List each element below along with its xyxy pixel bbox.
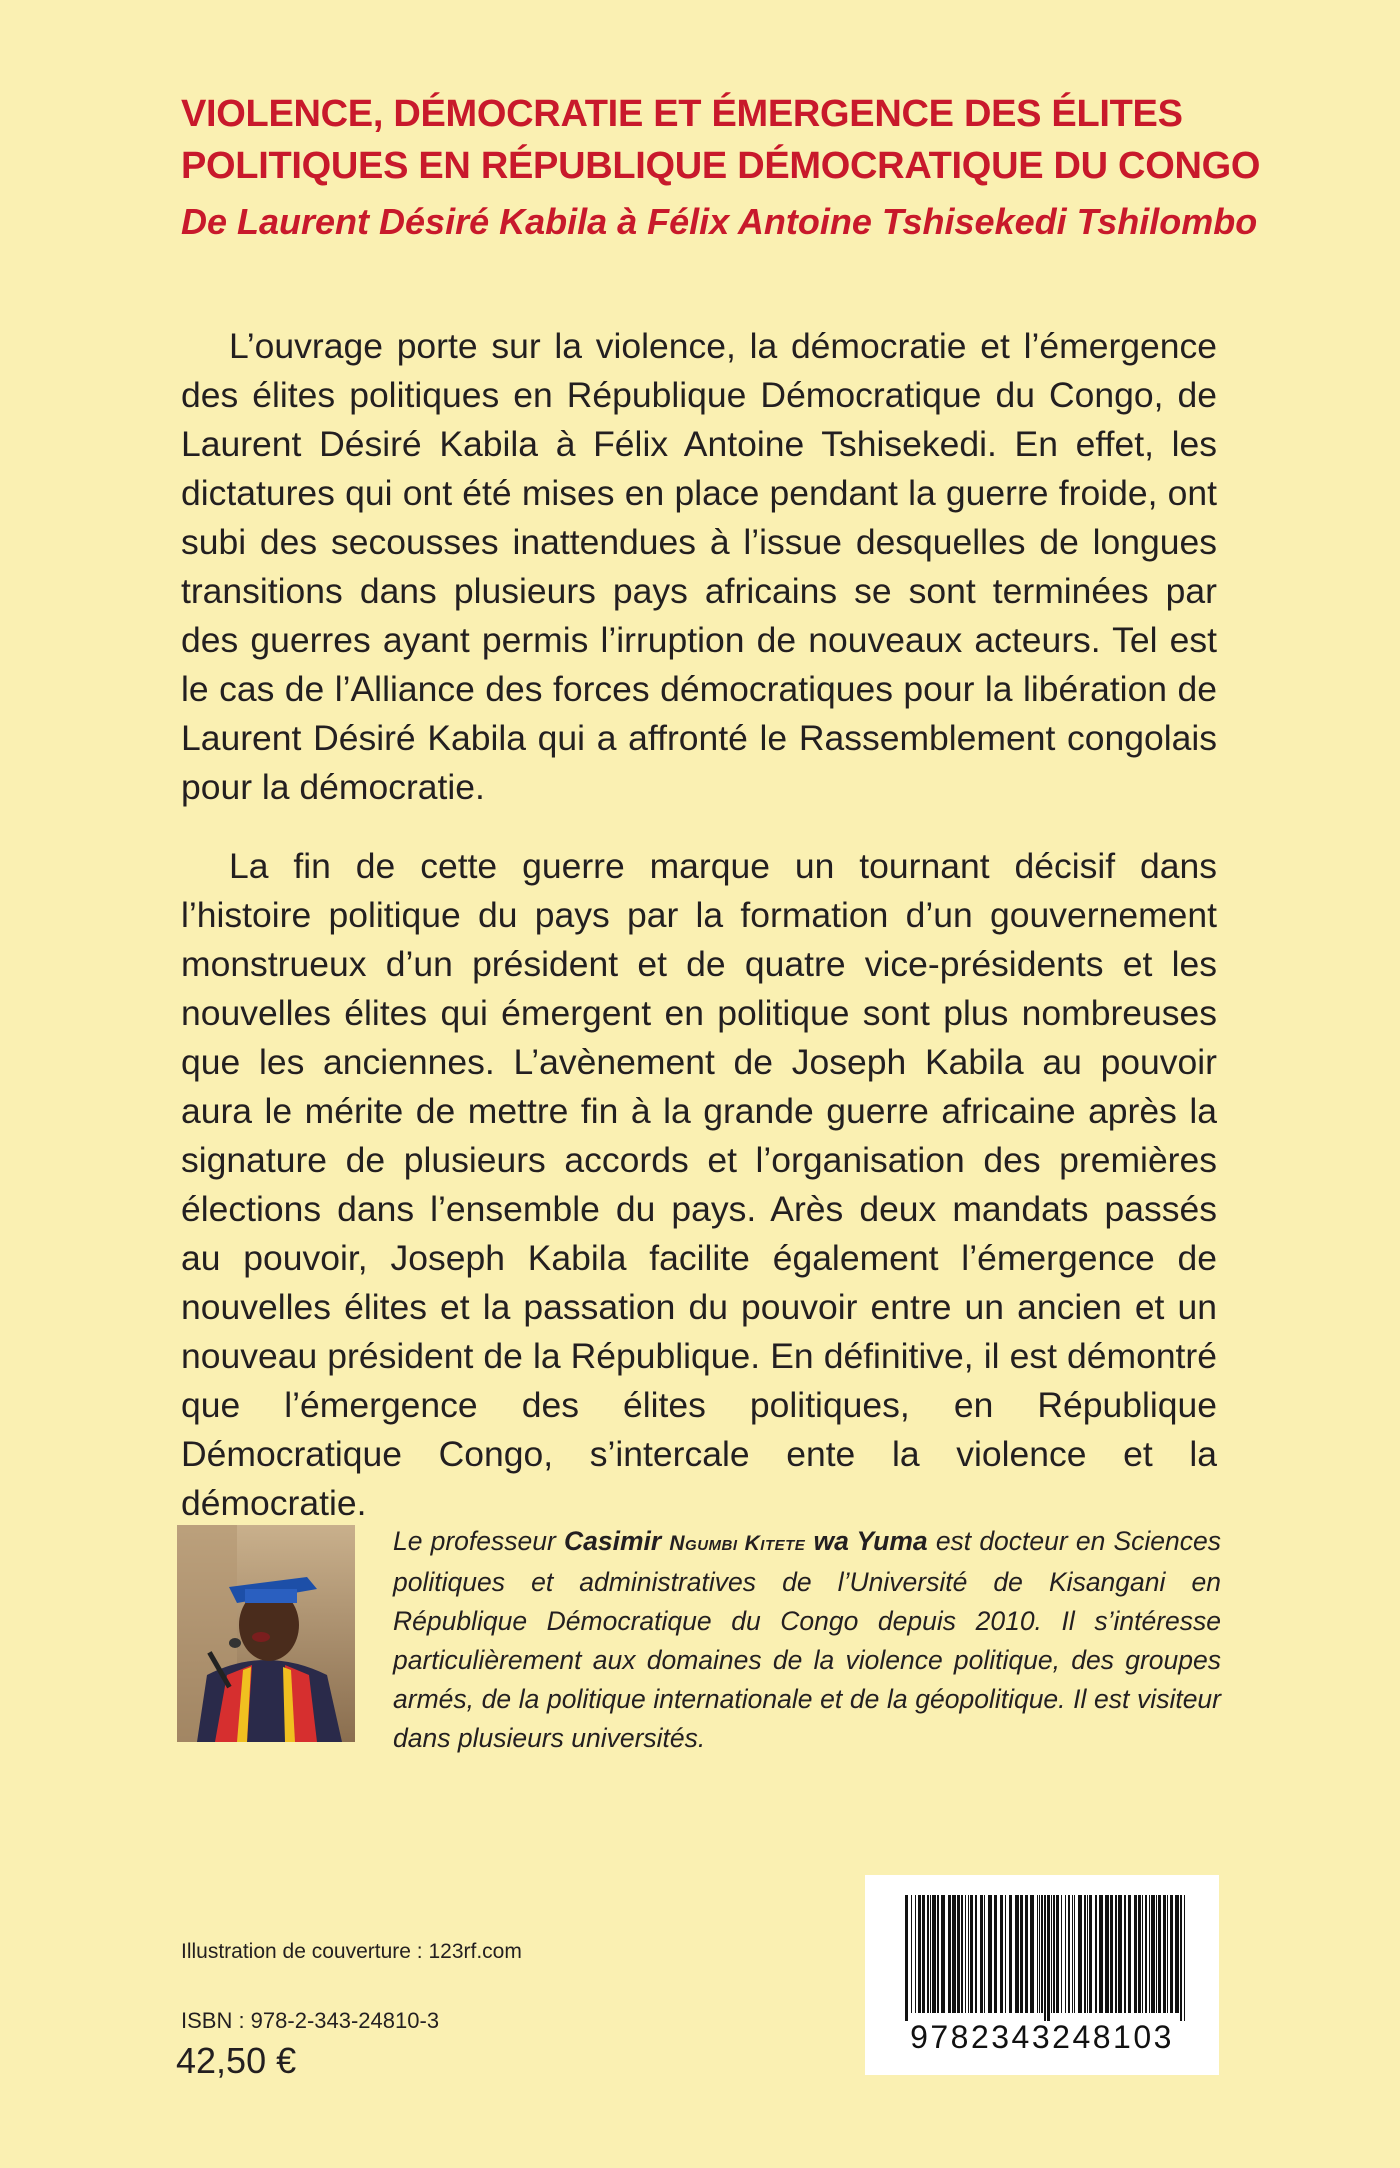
barcode-bar-27 [1025,1895,1028,2013]
barcode-bar-21 [994,1895,997,2013]
barcode-digits: 9782343248103 [910,2019,1174,2055]
author-name [564,1526,928,1556]
barcode-bar-34 [1051,1895,1052,2013]
author-photo [177,1525,355,1742]
barcode-bar-47 [1099,1895,1103,2013]
barcode-bar-24 [1009,1895,1012,2013]
barcode-bar-58 [1149,1895,1150,2013]
isbn-label: ISBN : 978-2-343-24810-3 [181,2008,440,2033]
barcode-bar-15 [968,1895,969,2013]
barcode-bar-57 [1145,1895,1147,2013]
barcode-bar-64 [1170,1895,1173,2013]
barcode-bar-35 [1053,1895,1055,2013]
barcode-bar-49 [1110,1895,1113,2013]
barcode-bar-44 [1087,1895,1088,2013]
barcode-bar-6 [930,1895,931,2013]
book-title-line1: VIOLENCE, DÉMOCRATIE ET ÉMERGENCE DES ÉLITES [181,93,1183,135]
barcode-bar-67 [1184,1895,1185,2021]
author-first-name: Casimir [563,1526,670,1556]
barcode-bar-30 [1039,1895,1040,2013]
barcode-bar-17 [975,1895,977,2013]
barcode-bar-52 [1124,1895,1126,2013]
book-summary [181,322,1217,1558]
barcode-bar-45 [1089,1895,1092,2013]
barcode-bar-55 [1138,1895,1141,2013]
barcode-bar-50 [1115,1895,1117,2013]
barcode-bar-56 [1142,1895,1143,2013]
author-name-suffix: wa Yuma [805,1526,928,1556]
author-bio-prefix: Le professeur [393,1526,564,1556]
barcode-bar-28 [1030,1895,1034,2013]
barcode-bar-32 [1044,1895,1046,2021]
barcode-bar-29 [1037,1895,1038,2013]
summary-paragraph-2: La fin de cette guerre marque un tournant décisif dans l’histoire politique du pays par la formation d’un gouvernement monstrueux d’un président et de quatre vice-présidents et les nouvelles élites qui émergent en politique sont plus nombreuses que les anciennes. L’avènement de Joseph Kabila au pouvoir aura le mérite de mettre fin à la grande guerre africaine après la signature de plusieurs accords et l’organisation des premières élections dans l’ensemble du pays. Arès deux mandats passés au pouvoir, Joseph Kabila facilite également l’émergence de nouvelles élites et la passation du pouvoir entre un ancien et un nouveau président de la République. En définitive, il est démontré que l’émergence des élites politiques, en République Démocratique Congo, s’intercale ente la violence et la démocratie. [181,846,1217,1523]
barcode-bar-22 [1000,1895,1003,2013]
barcode-bar-48 [1105,1895,1109,2013]
barcode-bar-65 [1175,1895,1179,2013]
barcode-bar-59 [1151,1895,1155,2013]
price-label: 42,50 € [176,2040,297,2081]
barcode-bar-43 [1084,1895,1086,2013]
barcode-bar-33 [1047,1895,1050,2021]
barcode-bar-1 [911,1895,912,2013]
barcode-bar-40 [1072,1895,1073,2013]
barcode-bar-37 [1061,1895,1062,2013]
summary-paragraph-1: L’ouvrage porte sur la violence, la démocratie et l’émergence des élites politiques en République Démocratique du Congo, de Laurent Désiré Kabila à Félix Antoine Tshisekedi. En effet, les dictatures qui ont été mises en place pendant la guerre froide, ont subi des secousses inattendues à l’issue desquelles de longues transitions dans plusieurs pays africains se sont terminées par des guerres ayant permis l’irruption de nouveaux acteurs. Tel est le cas de l’Alliance des forces démocratiques pour la libération de Laurent Désiré Kabila qui a affronté le Rassemblement congolais pour la démocratie. [181,326,1217,807]
barcode-bar-8 [937,1895,939,2013]
barcode-bar-12 [957,1895,960,2013]
author-bio-text: est docteur en Sciences politiques et administratives de l’Université de Kisangani en République Démocratique du Congo depuis 2010. Il s’intéresse particulièrement aux domaines de la violence politique, des groupes armés, de la politique internationale et de la géopolitique. Il est visiteur dans plusieurs universités. [393,1526,1222,1753]
barcode-bar-31 [1041,1895,1043,2013]
barcode-bar-41 [1074,1895,1075,2013]
barcode-bar-42 [1078,1895,1082,2013]
barcode-bar-54 [1134,1895,1137,2013]
barcode-bar-36 [1056,1895,1059,2013]
barcode-bar-19 [984,1895,985,2013]
barcode-bar-61 [1158,1895,1161,2013]
barcode-bar-26 [1020,1895,1023,2013]
book-subtitle: De Laurent Désiré Kabila à Félix Antoine Tshisekedi Tshilombo [181,201,1258,242]
barcode-bar-62 [1163,1895,1166,2013]
barcode-bar-38 [1065,1895,1066,2013]
barcode-bar-2 [915,1895,916,2013]
book-title-line2: POLITIQUES EN RÉPUBLIQUE DÉMOCRATIQUE DU CONGO [181,145,1261,187]
author-bio [393,1522,1221,1758]
barcode-bar-53 [1128,1895,1131,2013]
barcode-bar-9 [941,1895,945,2013]
barcode-bar-4 [922,1895,925,2013]
barcode-bar-5 [927,1895,929,2013]
barcode-bar-39 [1068,1895,1070,2013]
barcode-bars [865,1875,1219,2025]
barcode-bar-23 [1005,1895,1006,2013]
barcode-bar-7 [932,1895,936,2013]
author-portrait-image [177,1525,355,1742]
barcode-bar-0 [905,1895,908,2021]
barcode-bar-63 [1167,1895,1168,2013]
barcode-bar-16 [970,1895,973,2013]
barcode-bar-66 [1180,1895,1182,2021]
barcode-bar-14 [965,1895,966,2013]
barcode-bar-3 [918,1895,921,2013]
barcode-bar-20 [988,1895,992,2013]
barcode-bar-11 [952,1895,956,2013]
book-title [181,88,1281,192]
barcode [865,1875,1219,2075]
barcode-bar-60 [1156,1895,1157,2013]
barcode-bar-25 [1015,1895,1019,2013]
author-last-name: Ngumbi Kitete [669,1532,806,1555]
barcode-bar-51 [1118,1895,1122,2013]
barcode-bar-18 [980,1895,983,2013]
barcode-bar-10 [948,1895,951,2013]
illustration-credit: Illustration de couverture : 123rf.com [181,1940,522,1963]
barcode-bar-13 [961,1895,963,2013]
barcode-bar-46 [1095,1895,1097,2013]
